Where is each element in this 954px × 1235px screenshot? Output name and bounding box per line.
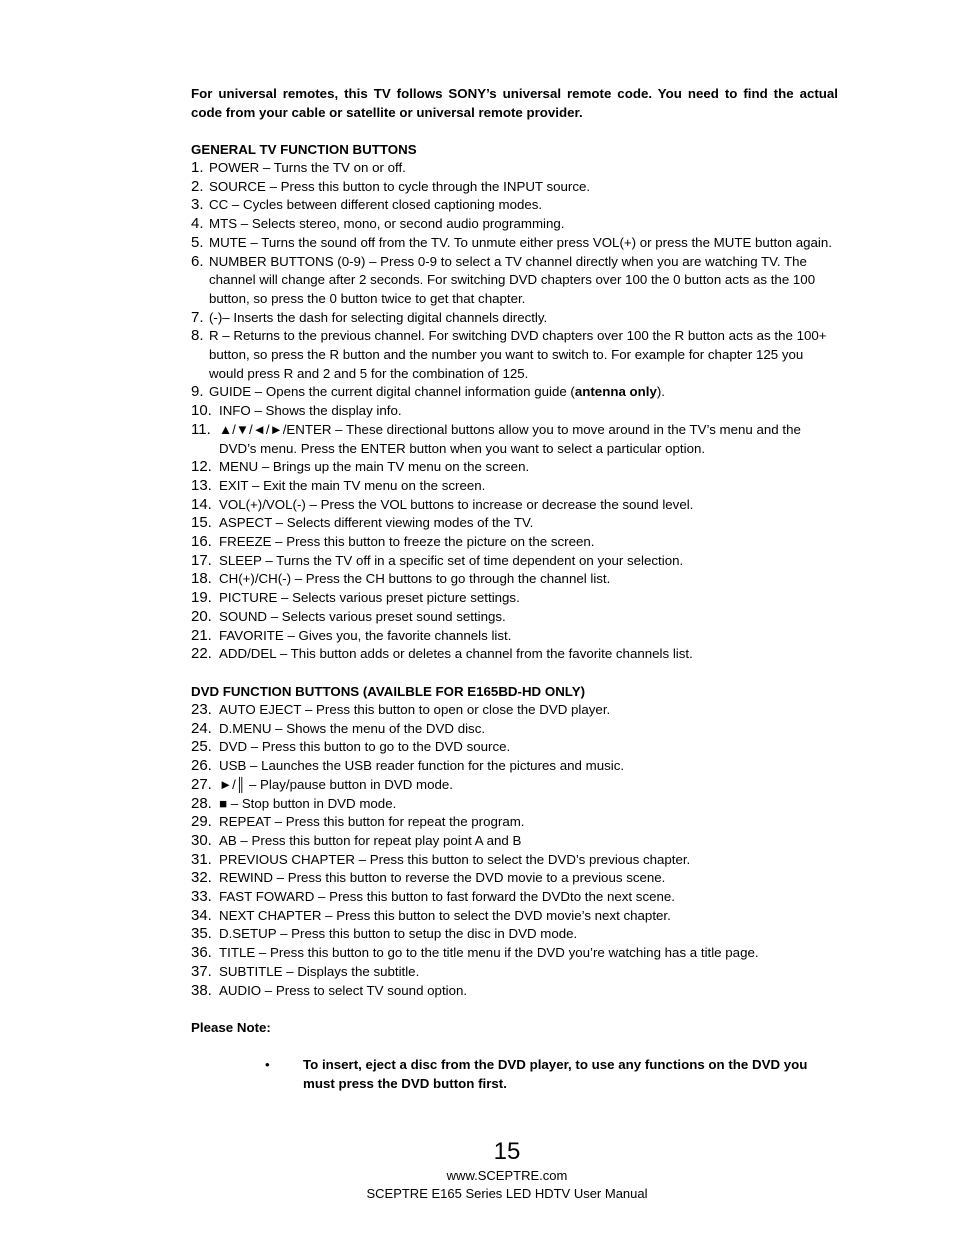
- item-text: TITLE – Press this button to go to the title menu if the DVD you’re watching has a title page.: [219, 945, 759, 961]
- item-text: NUMBER BUTTONS (0-9) – Press 0-9 to select a TV channel directly when you are watching TV. The channel will change after 2 seconds. For switching DVD chapters over 100 the 0 button acts as the 100 button, so press the 0 button twice to get that chapter.: [209, 253, 816, 306]
- item-number: 4.: [191, 215, 204, 233]
- item-number: 22.: [191, 645, 212, 663]
- item-text: AB – Press this button for repeat play point A and B: [219, 832, 522, 848]
- list-item: [191, 944, 838, 963]
- list-item: [191, 196, 838, 215]
- item-number: 31.: [191, 850, 212, 868]
- item-text: PREVIOUS CHAPTER – Press this button to select the DVD’s previous chapter.: [219, 851, 691, 867]
- item-number: 30.: [191, 831, 212, 849]
- item-number: 38.: [191, 981, 212, 999]
- list-item: [191, 627, 838, 646]
- list-item: [191, 159, 838, 178]
- item-text: SLEEP – Turns the TV off in a specific set of time dependent on your selection.: [219, 552, 684, 568]
- item-text: PICTURE – Selects various preset picture settings.: [219, 590, 520, 606]
- item-number: 8.: [191, 327, 204, 345]
- page-content: [191, 84, 838, 1093]
- note-bullet: [191, 1055, 838, 1093]
- item-text: (-)– Inserts the dash for selecting digital channels directly.: [209, 309, 548, 325]
- item-number: 6.: [191, 252, 204, 270]
- item-text: D.MENU – Shows the menu of the DVD disc.: [219, 720, 486, 736]
- list-item: [191, 458, 838, 477]
- item-text: INFO – Shows the display info.: [219, 403, 402, 419]
- item-number: 29.: [191, 813, 212, 831]
- item-number: 18.: [191, 570, 212, 588]
- item-number: 5.: [191, 233, 204, 251]
- item-text: ►/║ – Play/pause button in DVD mode.: [219, 776, 453, 792]
- list-item: [191, 327, 838, 383]
- list-item: [191, 533, 838, 552]
- list-item: [191, 309, 838, 328]
- item-text: SOURCE – Press this button to cycle through the INPUT source.: [209, 178, 591, 194]
- list-item: [191, 645, 838, 664]
- list-item: [191, 552, 838, 571]
- item-number: 11.: [191, 420, 211, 438]
- item-number: 1.: [191, 159, 204, 176]
- item-number: 20.: [191, 607, 212, 625]
- item-text: FAVORITE – Gives you, the favorite channels list.: [219, 627, 512, 643]
- item-text: GUIDE – Opens the current digital channel information guide (: [209, 384, 575, 400]
- item-number: 27.: [191, 775, 212, 793]
- item-number: 2.: [191, 177, 204, 195]
- list-item: [191, 776, 838, 795]
- item-number: 25.: [191, 738, 212, 756]
- item-number: 19.: [191, 589, 212, 607]
- item-number: 36.: [191, 944, 212, 962]
- list-item: [191, 421, 838, 458]
- list-item: [191, 383, 838, 402]
- list-item: [191, 701, 838, 720]
- item-text: EXIT – Exit the main TV menu on the screen.: [219, 477, 486, 493]
- item-number: 26.: [191, 757, 212, 775]
- list-item: [191, 178, 838, 197]
- item-number: 37.: [191, 962, 212, 980]
- item-number: 24.: [191, 719, 212, 737]
- item-text: MUTE – Turns the sound off from the TV. To unmute either press VOL(+) or press the MUTE button again.: [209, 234, 832, 250]
- item-text: MENU – Brings up the main TV menu on the screen.: [219, 459, 530, 475]
- list-item: [191, 982, 838, 1001]
- item-number: 21.: [191, 626, 212, 644]
- item-number: 35.: [191, 925, 212, 943]
- list-item: [191, 757, 838, 776]
- item-text: REPEAT – Press this button for repeat the program.: [219, 814, 525, 830]
- dvd-function-list: [191, 701, 838, 1000]
- item-text: ASPECT – Selects different viewing modes of the TV.: [219, 515, 534, 531]
- list-item: [191, 477, 838, 496]
- intro-paragraph: For universal remotes, this TV follows SONY’s universal remote code. You need to find the actual code from your cable or satellite or universal remote provider.: [191, 86, 838, 120]
- item-text: SUBTITLE – Displays the subtitle.: [219, 963, 420, 979]
- item-text: CH(+)/CH(-) – Press the CH buttons to go through the channel list.: [219, 571, 611, 587]
- bullet-dot-icon: •: [265, 1057, 270, 1073]
- list-item: [191, 963, 838, 982]
- item-text: ▲/▼/◄/►/ENTER – These directional buttons allow you to move around in the TV’s menu and the DVD’s menu. Press the ENTER button when you want to select a particular option.: [219, 421, 801, 456]
- website-url: www.SCEPTRE.com: [446, 1168, 568, 1183]
- item-text: D.SETUP – Press this button to setup the disc in DVD mode.: [219, 926, 578, 942]
- item-text: FAST FOWARD – Press this button to fast forward the DVDto the next scene.: [219, 889, 675, 905]
- dvd-section-title: DVD FUNCTION BUTTONS (AVAILBLE FOR E165BD-HD ONLY): [191, 683, 585, 699]
- note-title: Please Note:: [191, 1020, 271, 1036]
- list-item: [191, 795, 838, 814]
- list-item: [191, 851, 838, 870]
- item-text: FREEZE – Press this button to freeze the picture on the screen.: [219, 534, 595, 550]
- item-number: 28.: [191, 794, 212, 812]
- list-item: [191, 608, 838, 627]
- item-number: 12.: [191, 458, 212, 476]
- manual-title: SCEPTRE E165 Series LED HDTV User Manual: [366, 1186, 648, 1201]
- item-number: 13.: [191, 476, 212, 494]
- list-item: [191, 215, 838, 234]
- list-item: [191, 925, 838, 944]
- item-number: 16.: [191, 533, 212, 551]
- item-number: 15.: [191, 514, 212, 532]
- list-item: [191, 907, 838, 926]
- item-text: MTS – Selects stereo, mono, or second audio programming.: [209, 216, 565, 232]
- item-text: DVD – Press this button to go to the DVD source.: [219, 739, 511, 755]
- list-item: [191, 813, 838, 832]
- list-item: [191, 869, 838, 888]
- page-number: 15: [493, 1138, 521, 1165]
- item-number: 10.: [191, 402, 212, 420]
- item-text: SOUND – Selects various preset sound settings.: [219, 608, 506, 624]
- note-bullet-text: To insert, eject a disc from the DVD player, to use any functions on the DVD you must press the DVD button first.: [303, 1057, 808, 1092]
- list-item: [191, 253, 838, 309]
- item-number: 32.: [191, 869, 212, 887]
- item-text: NEXT CHAPTER – Press this button to select the DVD movie’s next chapter.: [219, 907, 671, 923]
- item-number: 34.: [191, 906, 212, 924]
- list-item: [191, 234, 838, 253]
- item-number: 23.: [191, 700, 212, 718]
- item-bold-text: antenna only: [574, 384, 657, 400]
- item-text: ADD/DEL – This button adds or deletes a channel from the favorite channels list.: [219, 646, 693, 662]
- list-item: [191, 589, 838, 608]
- item-text: AUTO EJECT – Press this button to open or close the DVD player.: [219, 701, 611, 717]
- list-item: [191, 514, 838, 533]
- item-number: 17.: [191, 551, 212, 569]
- item-text-end: ).: [656, 384, 665, 400]
- item-text: USB – Launches the USB reader function for the pictures and music.: [219, 758, 625, 774]
- list-item: [191, 496, 838, 515]
- item-text: VOL(+)/VOL(-) – Press the VOL buttons to increase or decrease the sound level.: [219, 496, 694, 512]
- item-number: 7.: [191, 308, 204, 326]
- list-item: [191, 888, 838, 907]
- general-section-title: GENERAL TV FUNCTION BUTTONS: [191, 142, 417, 157]
- list-item: [191, 720, 838, 739]
- item-number: 14.: [191, 495, 212, 513]
- item-text: POWER – Turns the TV on or off.: [209, 160, 406, 175]
- list-item: [191, 570, 838, 589]
- list-item: [191, 402, 838, 421]
- item-text: R – Returns to the previous channel. For switching DVD chapters over 100 the R button acts as the 100+ button, so press the R button and the number you want to switch to. For example for chapter 125 you would press R and 2 and 5 for the combination of 125.: [209, 328, 827, 381]
- item-text: ■ – Stop button in DVD mode.: [219, 795, 397, 811]
- item-number: 3.: [191, 196, 204, 214]
- item-text: CC – Cycles between different closed captioning modes.: [209, 197, 543, 213]
- item-text: REWIND – Press this button to reverse the DVD movie to a previous scene.: [219, 870, 666, 886]
- list-item: [191, 738, 838, 757]
- list-item: [191, 832, 838, 851]
- item-number: 33.: [191, 888, 212, 906]
- item-number: 9.: [191, 383, 204, 401]
- general-function-list: [191, 159, 838, 664]
- item-text: AUDIO – Press to select TV sound option.: [219, 982, 468, 998]
